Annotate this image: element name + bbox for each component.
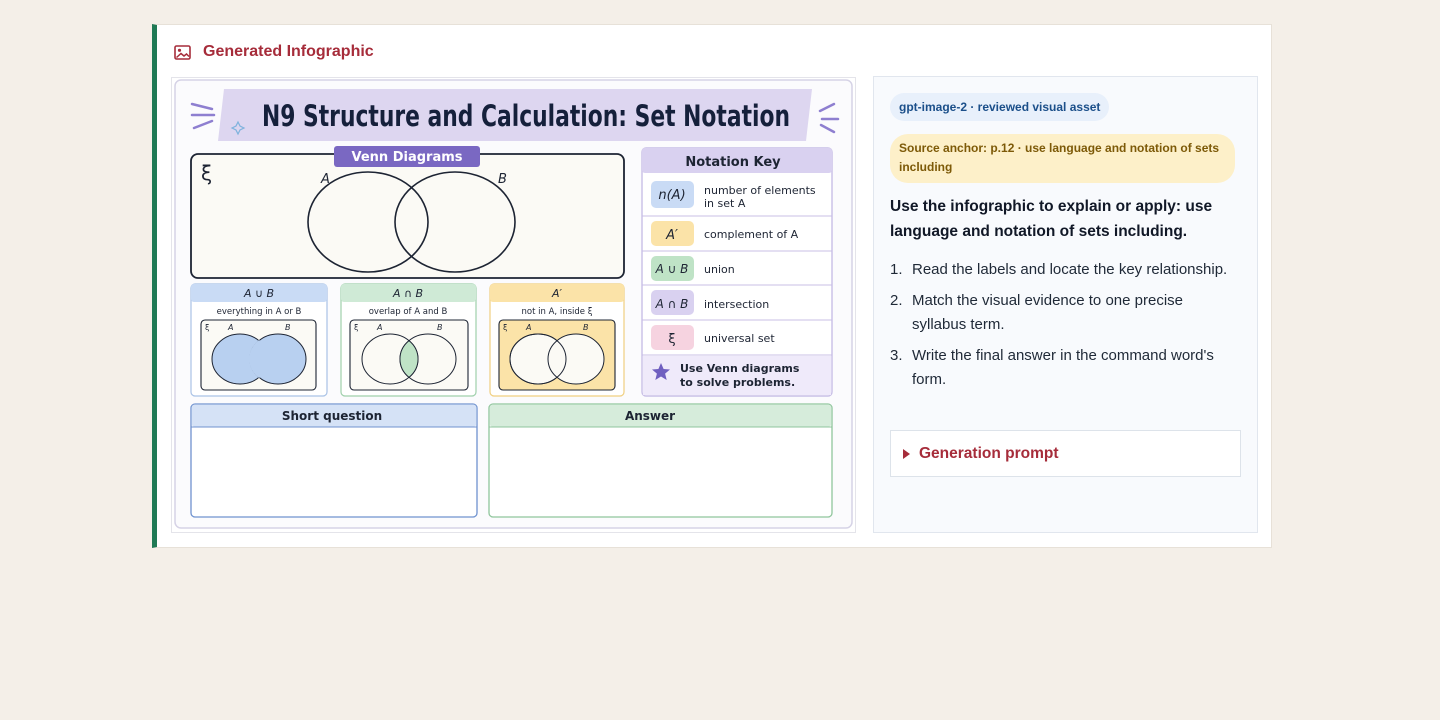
mini-union-xi: ξ	[205, 323, 210, 332]
venn-section-label: Venn Diagrams	[351, 150, 463, 165]
step-number: 2.	[890, 291, 903, 309]
list-item	[890, 344, 1235, 393]
mini-panel-intersection	[341, 284, 476, 396]
notation-key-title: Notation Key	[685, 155, 781, 170]
key-tip-line2: to solve problems.	[680, 376, 796, 389]
task-instruction: Use the infographic to explain or apply: use language and notation of sets including.	[890, 198, 1213, 240]
key-desc-complement: complement of A	[704, 228, 799, 241]
key-symbol-union: A ∪ B	[655, 262, 689, 276]
steps-list	[890, 258, 1235, 399]
short-question-label: Short question	[281, 409, 383, 423]
info-sidebar	[873, 76, 1258, 533]
model-badge: gpt-image-2 · reviewed visual asset	[890, 93, 1109, 121]
mini-complement-caption: not in A, inside ξ	[521, 307, 593, 317]
step-number: 3.	[890, 346, 903, 364]
source-anchor-badge: Source anchor: p.12 · use language and notation of sets including	[890, 134, 1235, 183]
answer-box	[489, 404, 832, 517]
mini-complement-xi: ξ	[503, 323, 508, 332]
mini-intersection-xi: ξ	[354, 323, 359, 332]
mini-union-b: B	[285, 323, 291, 332]
key-desc-intersection: intersection	[704, 298, 770, 311]
mini-union-caption: everything in A or B	[216, 307, 302, 317]
step-number: 1.	[890, 261, 903, 278]
key-desc-n-1: number of elements	[704, 184, 816, 197]
step-text: Write the final answer in the command word's form.	[912, 346, 1214, 388]
infographic-title: N9 Structure and Calculation: Set Notation	[262, 99, 790, 133]
card-header	[174, 43, 374, 61]
mini-panel-complement	[490, 284, 624, 396]
universal-symbol: ξ	[201, 161, 213, 185]
generation-prompt-toggle[interactable]	[890, 430, 1241, 477]
key-desc-union: union	[704, 263, 735, 276]
disclosure-triangle-icon	[903, 449, 910, 459]
mini-union-heading: A ∪ B	[243, 287, 275, 300]
generation-prompt-label: Generation prompt	[919, 444, 1059, 462]
mini-union-a: A	[228, 323, 234, 332]
infographic-image	[171, 77, 856, 533]
mini-intersection-b: B	[437, 323, 443, 332]
mini-complement-heading: A′	[551, 287, 563, 300]
key-symbol-universal: ξ	[668, 332, 676, 347]
infographic-card	[152, 24, 1272, 548]
key-symbol-intersection: A ∩ B	[655, 297, 689, 311]
key-tip-line1: Use Venn diagrams	[680, 362, 800, 375]
mini-complement-a: A	[526, 323, 532, 332]
mini-intersection-heading: A ∩ B	[392, 287, 424, 300]
notation-key	[642, 148, 832, 396]
card-title: Generated Infographic	[203, 43, 374, 60]
short-question-box	[191, 404, 477, 517]
title-banner	[192, 89, 838, 141]
image-icon	[174, 45, 191, 60]
key-desc-universal: universal set	[704, 332, 775, 345]
mini-panel-union	[191, 284, 327, 396]
list-item	[890, 258, 1235, 283]
key-desc-n-2: in set A	[704, 197, 746, 210]
venn-label-a: A	[321, 172, 330, 187]
list-item	[890, 289, 1235, 338]
key-symbol-n: n(A)	[658, 188, 686, 203]
step-text: Read the labels and locate the key relationship.	[912, 261, 1228, 278]
venn-label-b: B	[498, 172, 507, 187]
mini-intersection-a: A	[377, 323, 383, 332]
answer-label: Answer	[624, 409, 676, 423]
key-symbol-complement: A′	[666, 228, 678, 243]
mini-complement-b: B	[583, 323, 589, 332]
step-text: Match the visual evidence to one precise syllabus term.	[912, 291, 1183, 333]
mini-intersection-caption: overlap of A and B	[368, 307, 448, 317]
main-venn-panel	[191, 146, 624, 278]
